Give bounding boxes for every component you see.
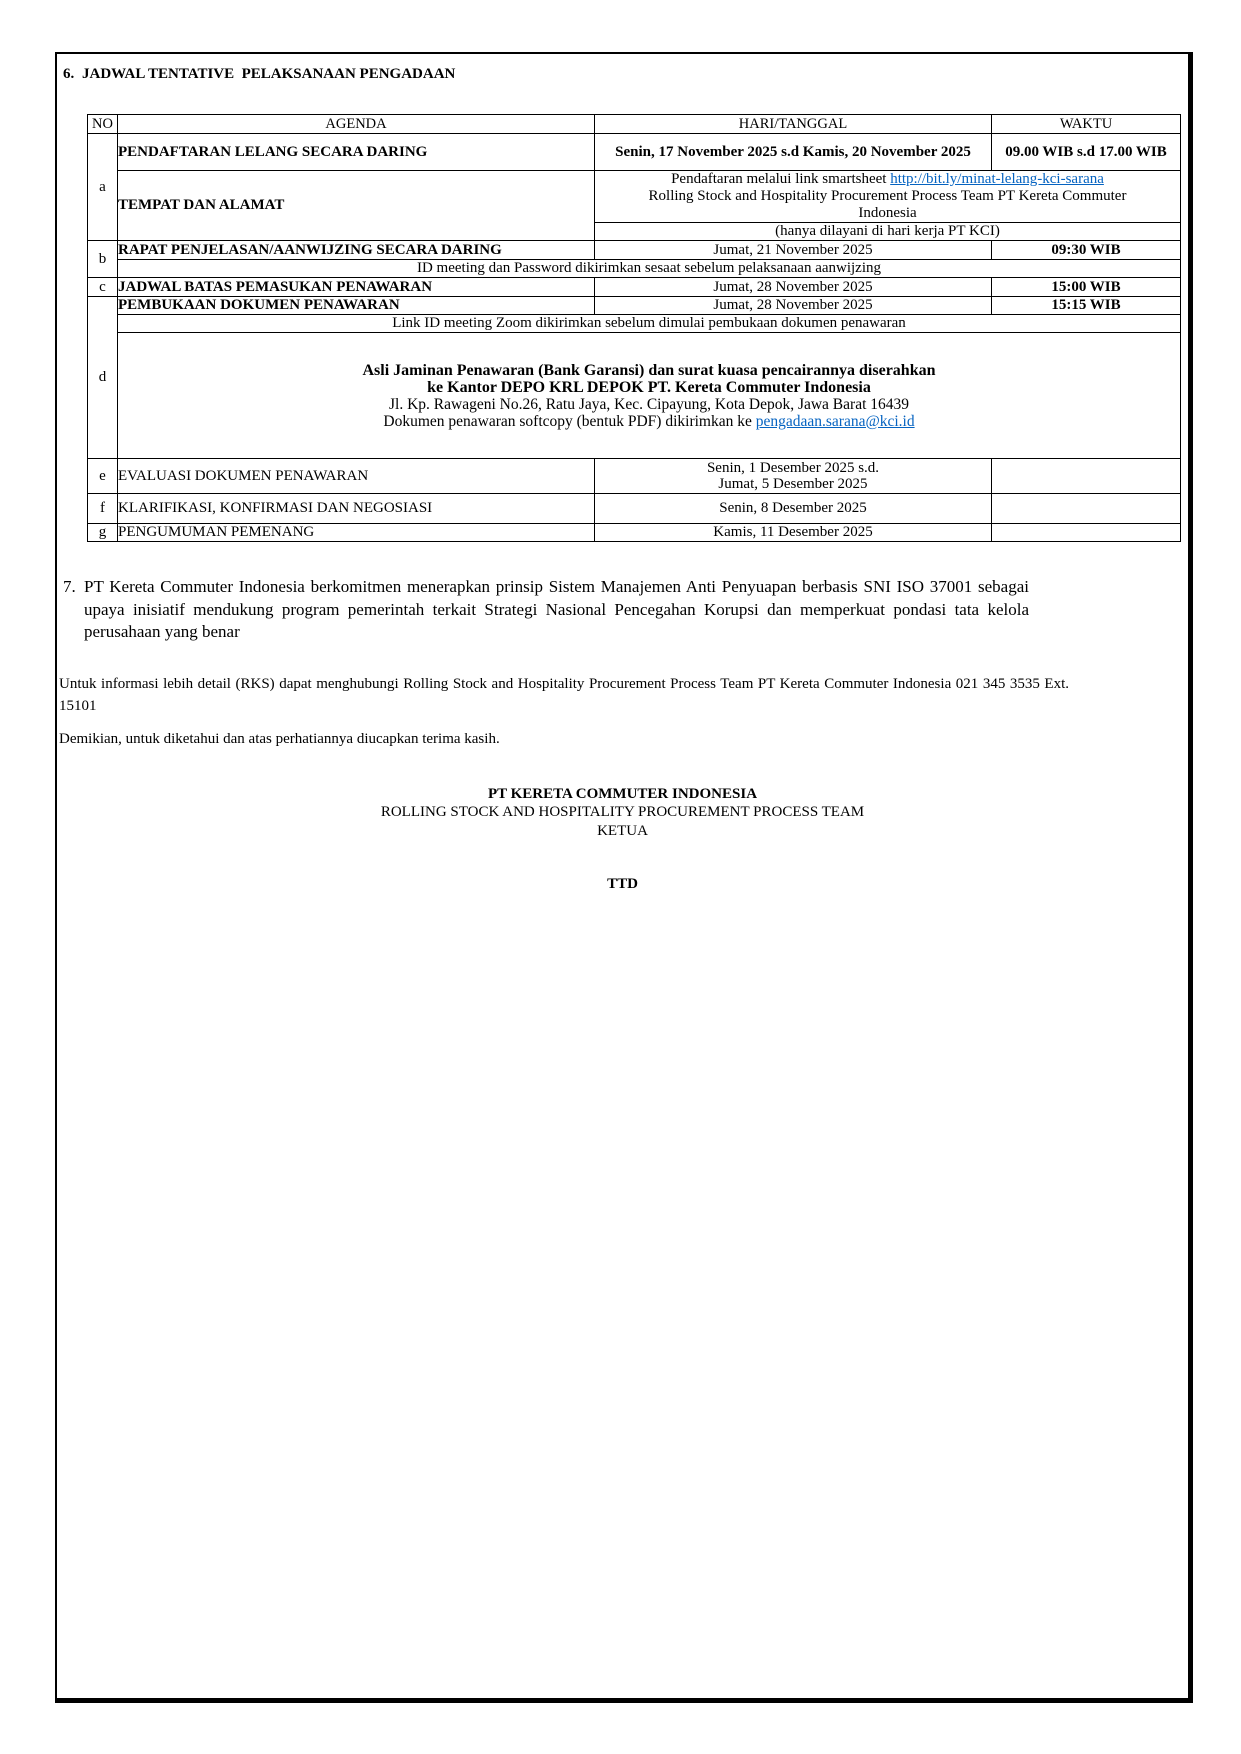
agenda-cell: PEMBUKAAN DOKUMEN PENAWARAN bbox=[118, 297, 595, 315]
row-letter-a: a bbox=[88, 134, 118, 241]
table-header-row bbox=[88, 115, 1181, 134]
time-cell: 09:30 WIB bbox=[992, 241, 1181, 260]
date-cell: Jumat, 28 November 2025 bbox=[595, 297, 992, 315]
section-6-number: 6. bbox=[63, 66, 75, 82]
signature-team: ROLLING STOCK AND HOSPITALITY PROCUREMENT PROCESS TEAM bbox=[380, 804, 865, 821]
schedule-row-d1 bbox=[88, 297, 1181, 315]
header-no: NO bbox=[88, 115, 118, 134]
schedule-row-d-note bbox=[88, 315, 1181, 333]
section-6-heading bbox=[63, 66, 455, 83]
agenda-cell: EVALUASI DOKUMEN PENAWARAN bbox=[118, 459, 595, 494]
date-cell: Jumat, 21 November 2025 bbox=[595, 241, 992, 260]
time-cell bbox=[992, 459, 1181, 494]
schedule-row-g bbox=[88, 524, 1181, 542]
registration-info-cell bbox=[595, 171, 1181, 223]
date-cell: Senin, 8 Desember 2025 bbox=[595, 494, 992, 524]
schedule-row-a2 bbox=[88, 171, 1181, 223]
registration-info-line2: Rolling Stock and Hospitality Procurement Process Team PT Kereta Commuter Indonesia bbox=[648, 188, 1127, 221]
closing-paragraph: Demikian, untuk diketahui dan atas perhatiannya diucapkan terima kasih. bbox=[59, 731, 500, 747]
guarantee-line-1: Asli Jaminan Penawaran (Bank Garansi) dan surat kuasa pencairannya diserahkan bbox=[362, 361, 936, 379]
note-cell: (hanya dilayani di hari kerja PT KCI) bbox=[595, 223, 1181, 241]
guarantee-doc-line: Dokumen penawaran softcopy (bentuk PDF) dikirimkan ke pengadaan.sarana@kci.id bbox=[383, 412, 915, 430]
page-frame bbox=[55, 52, 1193, 1703]
section-6-title: JADWAL TENTATIVE PELAKSANAAN PENGADAAN bbox=[82, 66, 456, 82]
note-cell: Link ID meeting Zoom dikirimkan sebelum dimulai pembukaan dokumen penawaran bbox=[118, 315, 1181, 333]
schedule-row-b-note bbox=[88, 260, 1181, 278]
agenda-cell: TEMPAT DAN ALAMAT bbox=[118, 171, 595, 241]
header-agenda: AGENDA bbox=[118, 115, 595, 134]
row-letter-g: g bbox=[88, 524, 118, 542]
section-7-paragraph bbox=[63, 576, 1029, 644]
schedule-row-d-detail bbox=[88, 333, 1181, 459]
time-cell bbox=[992, 494, 1181, 524]
date-cell: Kamis, 11 Desember 2025 bbox=[595, 524, 992, 542]
guarantee-detail-cell bbox=[118, 333, 1181, 459]
agenda-cell: KLARIFIKASI, KONFIRMASI DAN NEGOSIASI bbox=[118, 494, 595, 524]
row-letter-b: b bbox=[88, 241, 118, 278]
schedule-table bbox=[87, 114, 1181, 542]
row-letter-e: e bbox=[88, 459, 118, 494]
schedule-row-e bbox=[88, 459, 1181, 494]
date-cell: Senin, 1 Desember 2025 s.d. Jumat, 5 Desember 2025 bbox=[595, 459, 992, 494]
schedule-row-c bbox=[88, 278, 1181, 297]
signature-role: KETUA bbox=[597, 822, 648, 839]
registration-info-line1: Pendaftaran melalui link smartsheet http://bit.ly/minat-lelang-kci-sarana bbox=[671, 171, 1104, 187]
time-cell: 15:00 WIB bbox=[992, 278, 1181, 297]
row-letter-c: c bbox=[88, 278, 118, 297]
time-cell bbox=[992, 524, 1181, 542]
schedule-row-b1 bbox=[88, 241, 1181, 260]
guarantee-line-2: ke Kantor DEPO KRL DEPOK PT. Kereta Commuter Indonesia bbox=[427, 378, 871, 396]
row-letter-d: d bbox=[88, 297, 118, 459]
note-cell: ID meeting dan Password dikirimkan sesaat sebelum pelaksanaan aanwijzing bbox=[118, 260, 1181, 278]
section-7-number: 7. bbox=[63, 577, 76, 596]
schedule-row-a1 bbox=[88, 134, 1181, 171]
email-link[interactable]: pengadaan.sarana@kci.id bbox=[755, 412, 915, 430]
row-letter-f: f bbox=[88, 494, 118, 524]
contact-paragraph: Untuk informasi lebih detail (RKS) dapat menghubungi Rolling Stock and Hospitality Procurement Process Team PT Kereta Commuter Indonesia 021 345 3535 Ext. 15101 bbox=[59, 676, 1069, 714]
agenda-cell: JADWAL BATAS PEMASUKAN PENAWARAN bbox=[118, 278, 595, 297]
schedule-row-f bbox=[88, 494, 1181, 524]
header-time: WAKTU bbox=[992, 115, 1181, 134]
date-cell: Jumat, 28 November 2025 bbox=[595, 278, 992, 297]
date-cell: Senin, 17 November 2025 s.d Kamis, 20 November 2025 bbox=[595, 134, 992, 171]
smartsheet-link[interactable]: http://bit.ly/minat-lelang-kci-sarana bbox=[890, 171, 1104, 187]
signature-block bbox=[57, 785, 1188, 894]
guarantee-address: Jl. Kp. Rawageni No.26, Ratu Jaya, Kec. Cipayung, Kota Depok, Jawa Barat 16439 bbox=[389, 395, 909, 413]
signature-ttd: TTD bbox=[607, 876, 638, 893]
agenda-cell: PENGUMUMAN PEMENANG bbox=[118, 524, 595, 542]
header-date: HARI/TANGGAL bbox=[595, 115, 992, 134]
agenda-cell: PENDAFTARAN LELANG SECARA DARING bbox=[118, 134, 595, 171]
signature-company: PT KERETA COMMUTER INDONESIA bbox=[487, 786, 758, 802]
section-7-text: PT Kereta Commuter Indonesia berkomitmen menerapkan prinsip Sistem Manajemen Anti Penyuapan berbasis SNI ISO 37001 sebagai upaya inisiatif mendukung program pemerintah terkait Strategi Nasional Pencegahan Korupsi dan memperkuat pondasi tata kelola perusahaan yang benar bbox=[84, 577, 1029, 641]
agenda-cell: RAPAT PENJELASAN/AANWIJZING SECARA DARING bbox=[118, 241, 595, 260]
time-cell: 15:15 WIB bbox=[992, 297, 1181, 315]
time-cell: 09.00 WIB s.d 17.00 WIB bbox=[992, 134, 1181, 171]
